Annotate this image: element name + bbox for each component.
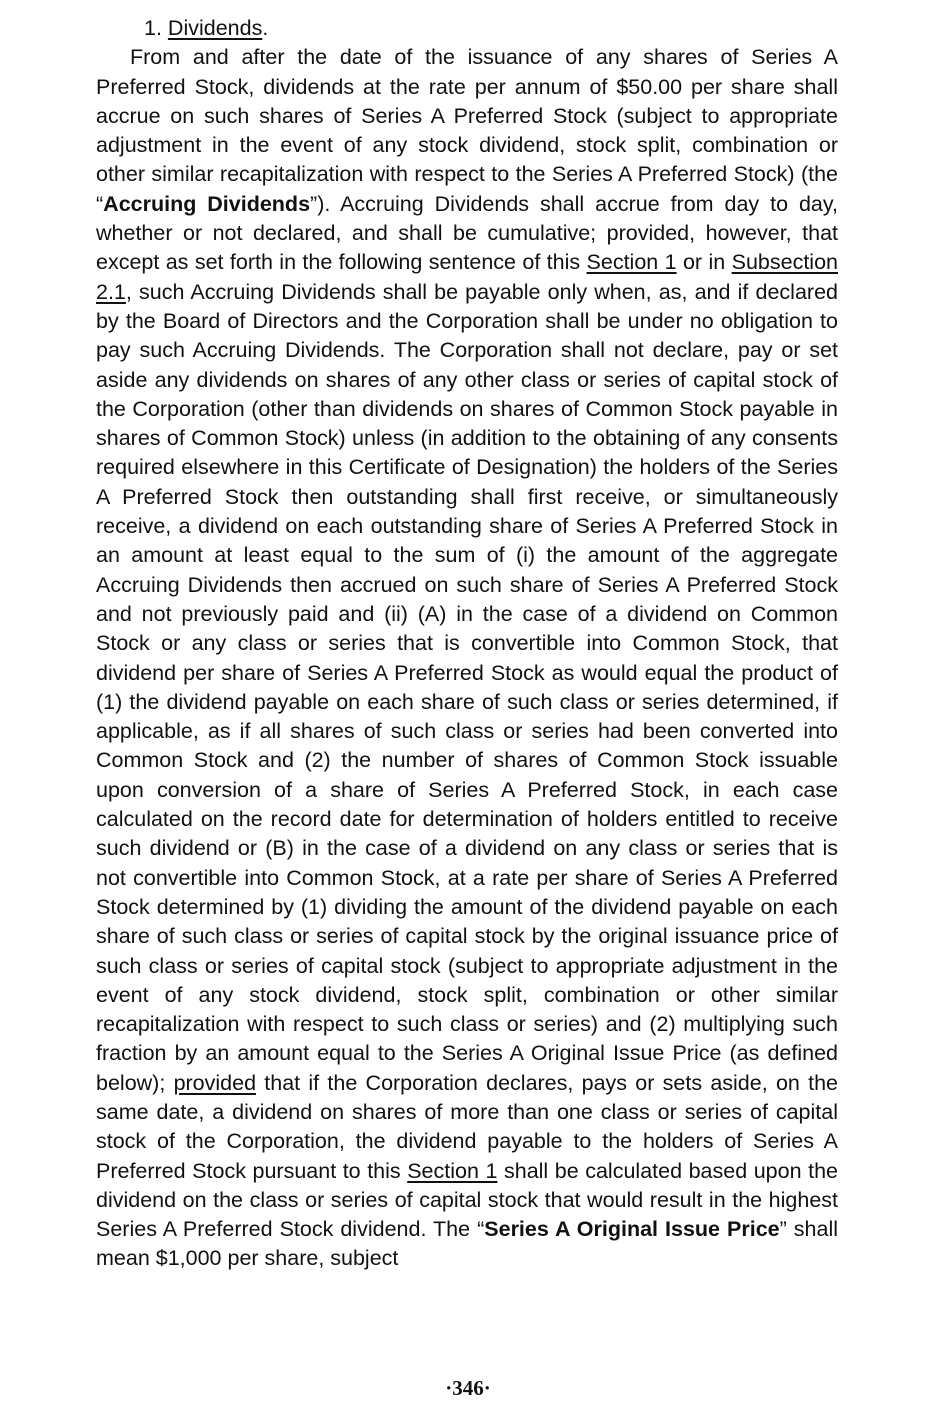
text-run: ”). Accruing Dividends shall accrue from day to day, whether or not declared, and shall be cumulative; provided, however, that except as set forth in the following sentence of this [96,191,838,275]
provided-emphasis: provided [173,1070,257,1095]
text-run: that if the Corporation declares, pays or sets aside, on the same date, a dividend on shares of more than one class or series of capital stock of the Corporation, the dividend payable to the holders of Series A Preferred Stock pursuant to this [96,1070,838,1183]
text-run: shall be calculated based upon the dividend on the class or series of capital stock that would result in the highest Series A Preferred Stock dividend. The “ [96,1158,838,1242]
section-reference: Section 1 [586,250,677,275]
section-reference: Section 1 [407,1158,498,1183]
defined-term-original-issue-price: Series A Original Issue Price [484,1217,780,1242]
text-run: From and after the date of the issuance of any shares of Series A Preferred Stock, dividends at the rate per annum of $50.00 per share shall accrue on such shares of Series A Preferred Stock (subject to appropriate adjustment in the event of any stock dividend, stock split, combination or other similar recapitalization with respect to the Series A Preferred Stock) (the “ [96,45,838,216]
defined-term-accruing-dividends: Accruing Dividends [103,191,311,216]
text-run: or in [676,250,732,275]
page-number: ·346· [445,1376,491,1400]
text-run: , such Accruing Dividends shall be payable only when, as, and if declared by the Board of Directors and the Corporation shall be under no obligation to pay such Accruing Dividends. The Corporation shall not declare, pay or set aside any dividends on shares of any other class or series of capital stock of the Corporation (other than dividends on shares of Common Stock payable in shares of Common Stock) unless (in addition to the obtaining of any consents required elsewhere in this Certificate of Designation) the holders of the Series A Preferred Stock then outstanding shall first receive, or simultaneously receive, a dividend on each outstanding share of Series A Preferred Stock in an amount at least equal to the sum of (i) the amount of the aggregate Accruing Dividends then accrued on such share of Series A Preferred Stock and not previously paid and (ii) (A) in the case of a dividend on Common Stock or any class or series that is convertible into Common Stock, that dividend per share of Series A Preferred Stock as would equal the product of (1) the dividend payable on each share of such class or series determined, if applicable, as if all shares of such class or series had been converted into Common Stock and (2) the number of shares of Common Stock issuable upon conversion of a share of Series A Preferred Stock, in each case calculated on the record date for determination of holders entitled to receive such dividend or (B) in the case of a dividend on any class or series that is not convertible into Common Stock, at a rate per share of Series A Preferred Stock determined by (1) dividing the amount of the dividend payable on each share of such class or series of capital stock by the original issuance price of such class or series of capital stock (subject to appropriate adjustment in the event of any stock dividend, stock split, combination or other similar recapitalization with respect to such class or series) and (2) multiplying such fraction by an amount equal to the Series A Original Issue Price (as defined below); [96,279,838,1095]
section-heading [144,14,838,43]
section-title-period: . [262,16,269,40]
subsection-reference: Subsection 2.1 [96,250,838,304]
section-number: 1. [144,16,162,40]
text-run: ” shall mean $1,000 per share, subject [96,1217,838,1271]
page-content [96,14,838,1274]
section-title: Dividends [167,16,263,40]
dividends-paragraph [96,43,838,1273]
